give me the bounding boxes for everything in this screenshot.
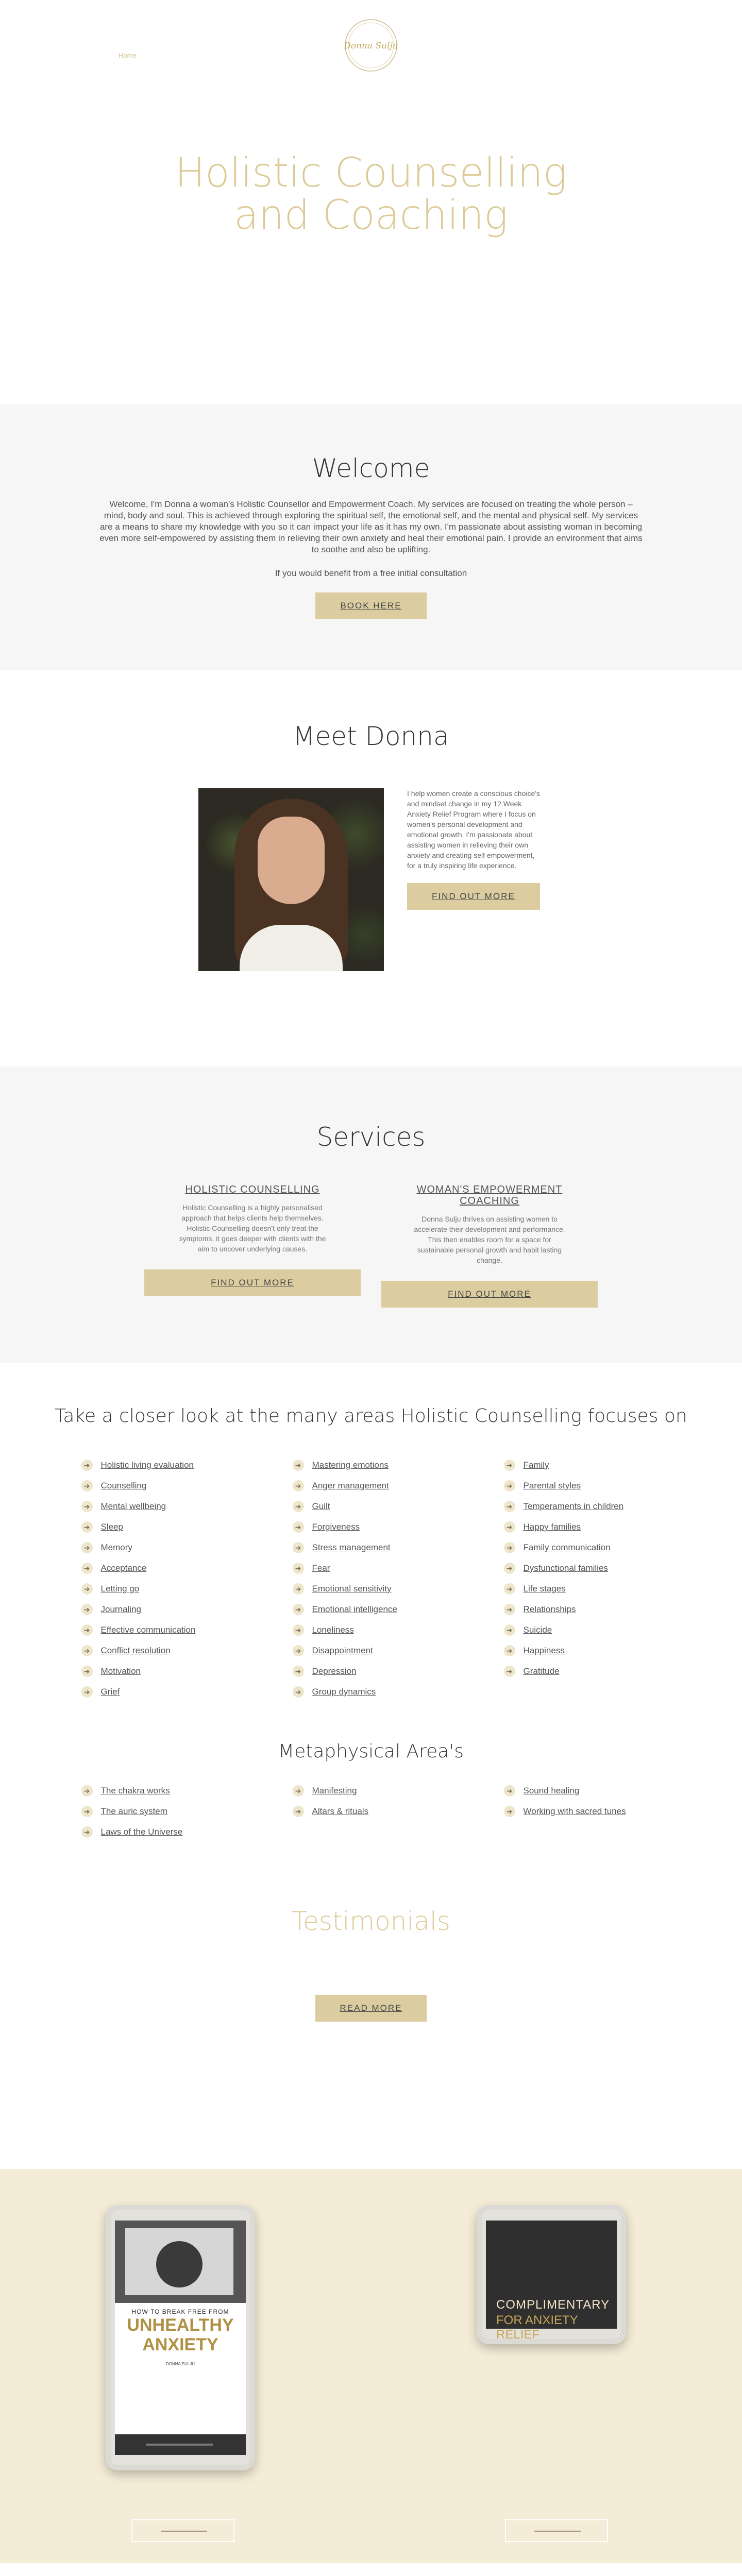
focus-area-item[interactable] xyxy=(293,1620,504,1640)
arrow-right-icon: ➜ xyxy=(81,1826,93,1838)
arrow-right-icon: ➜ xyxy=(293,1806,304,1817)
arrow-right-icon: ➜ xyxy=(504,1806,515,1817)
arrow-right-icon: ➜ xyxy=(81,1666,93,1677)
arrow-right-icon: ➜ xyxy=(81,1645,93,1656)
focus-area-item[interactable] xyxy=(293,1640,504,1661)
focus-area-item[interactable] xyxy=(504,1496,661,1517)
focus-area-link[interactable]: Suicide xyxy=(523,1625,552,1635)
service-title[interactable]: HOLISTIC COUNSELLING xyxy=(185,1184,320,1195)
focus-area-link[interactable]: Manifesting xyxy=(312,1786,357,1795)
ebook-line1: HOW TO BREAK FREE FROM xyxy=(131,2308,229,2315)
arrow-right-icon: ➜ xyxy=(81,1806,93,1817)
service-holistic-counselling xyxy=(144,1184,361,1308)
services-title: Services xyxy=(316,1122,426,1152)
focus-area-link[interactable]: The auric system xyxy=(100,1806,167,1816)
ebook2-line1: COMPLIMENTARY xyxy=(496,2298,610,2312)
focus-area-link[interactable]: Family communication xyxy=(523,1543,611,1552)
welcome-body: Welcome, I'm Donna a woman's Holistic Counsellor and Empowerment Coach. My services are focused on treating the whole person – mind, body and soul. This is achieved through exploring the spiritual self, the emotional self, and the mental and physical self. My services are a means to share my knowledge with you so it can impact your life as it has my own. I'm passionate about assisting woman in becoming even more self-empowered by assisting them in relieving their own anxiety and heal their emotional pain. I provide an environment that aims to soothe and also be uplifting. xyxy=(99,499,643,554)
focus-area-link[interactable]: Sound healing xyxy=(523,1786,580,1795)
service-womans-empowerment xyxy=(381,1184,598,1308)
focus-area-item[interactable] xyxy=(293,1781,504,1801)
nav-home-link[interactable]: Home xyxy=(119,52,137,59)
connect-section xyxy=(0,2563,742,2576)
hero-section xyxy=(0,0,742,404)
ebook-author: DONNA SULJU xyxy=(165,2362,195,2366)
arrow-right-icon: ➜ xyxy=(504,1645,515,1656)
ebook-anxiety-tablet[interactable] xyxy=(106,2205,255,2470)
focus-area-link[interactable]: Mastering emotions xyxy=(312,1460,389,1470)
focus-area-link[interactable]: Anger management xyxy=(312,1481,389,1490)
focus-area-link[interactable]: Effective communication xyxy=(100,1625,196,1635)
focus-area-item[interactable] xyxy=(81,1496,293,1517)
focus-area-item[interactable] xyxy=(293,1537,504,1558)
arrow-right-icon: ➜ xyxy=(504,1604,515,1615)
arrow-right-icon: ➜ xyxy=(504,1521,515,1533)
focus-area-link[interactable]: Working with sacred tunes xyxy=(523,1806,626,1816)
focus-area-item[interactable] xyxy=(81,1620,293,1640)
arrow-right-icon: ➜ xyxy=(504,1785,515,1797)
meet-find-out-more-button[interactable]: FIND OUT MORE xyxy=(407,883,540,910)
focus-area-item[interactable] xyxy=(504,1640,661,1661)
focus-area-link[interactable]: Group dynamics xyxy=(312,1687,376,1697)
focus-area-link[interactable]: Counselling xyxy=(100,1481,147,1490)
ebook2-line2: FOR ANXIETY RELIEF xyxy=(496,2313,578,2342)
focus-area-link[interactable]: The chakra works xyxy=(100,1786,170,1795)
arrow-right-icon: ➜ xyxy=(504,1666,515,1677)
focus-area-link[interactable]: Guilt xyxy=(312,1501,330,1511)
focus-area-link[interactable]: Conflict resolution xyxy=(100,1646,171,1655)
focus-area-item[interactable] xyxy=(504,1579,661,1599)
ebook-complimentary-tablet[interactable] xyxy=(477,2205,626,2344)
focus-area-link[interactable]: Happiness xyxy=(523,1646,565,1655)
focus-area-item[interactable] xyxy=(81,1517,293,1537)
arrow-right-icon: ➜ xyxy=(504,1624,515,1636)
focus-area-item[interactable] xyxy=(293,1801,504,1822)
focus-area-link[interactable]: Laws of the Universe xyxy=(100,1827,183,1837)
focus-area-item[interactable] xyxy=(504,1558,661,1579)
focus-area-link[interactable]: Altars & rituals xyxy=(312,1806,369,1816)
focus-area-item[interactable] xyxy=(504,1517,661,1537)
arrow-right-icon: ➜ xyxy=(81,1604,93,1615)
focus-area-item[interactable] xyxy=(504,1599,661,1620)
arrow-right-icon: ➜ xyxy=(293,1624,304,1636)
donna-photo xyxy=(198,788,384,971)
focus-area-item[interactable] xyxy=(81,1640,293,1661)
svg-text:Donna Sulju: Donna Sulju xyxy=(344,41,398,51)
focus-area-item[interactable] xyxy=(504,1455,661,1476)
ebook2-button[interactable] xyxy=(505,2519,608,2542)
arrow-right-icon: ➜ xyxy=(293,1521,304,1533)
arrow-right-icon: ➜ xyxy=(504,1563,515,1574)
read-more-button[interactable]: READ MORE xyxy=(315,1995,427,2022)
arrow-right-icon: ➜ xyxy=(293,1501,304,1512)
focus-area-item[interactable] xyxy=(81,1661,293,1682)
focus-area-item[interactable] xyxy=(81,1599,293,1620)
arrow-right-icon: ➜ xyxy=(293,1460,304,1471)
metaphysical-title: Metaphysical Area's xyxy=(278,1741,464,1762)
hero-title: Holistic Counselling and Coaching xyxy=(175,150,567,239)
focus-area-link[interactable]: Temperaments in children xyxy=(523,1501,624,1511)
arrow-right-icon: ➜ xyxy=(81,1480,93,1492)
testimonials-section xyxy=(0,1896,742,2169)
focus-area-link[interactable]: Disappointment xyxy=(312,1646,373,1655)
service-body: Donna Sulju thrives on assisting women to accelerate their development and performance. This then enables room for a space for sustainable personal growth and habit lasting change. xyxy=(414,1215,565,1264)
arrow-right-icon: ➜ xyxy=(81,1542,93,1553)
areas-section xyxy=(0,1363,742,1896)
arrow-right-icon: ➜ xyxy=(293,1604,304,1615)
focus-area-item[interactable] xyxy=(293,1455,504,1476)
focus-area-item[interactable] xyxy=(293,1661,504,1682)
focus-area-link[interactable]: Relationships xyxy=(523,1604,576,1614)
ebook1-button[interactable] xyxy=(131,2519,234,2542)
arrow-right-icon: ➜ xyxy=(293,1480,304,1492)
focus-area-item[interactable] xyxy=(504,1620,661,1640)
service-find-out-more-button[interactable]: FIND OUT MORE xyxy=(381,1281,598,1308)
arrow-right-icon: ➜ xyxy=(504,1480,515,1492)
focus-area-item[interactable] xyxy=(293,1579,504,1599)
arrow-right-icon: ➜ xyxy=(81,1460,93,1471)
focus-area-item[interactable] xyxy=(81,1801,293,1822)
focus-area-item[interactable] xyxy=(81,1822,293,1842)
welcome-title: Welcome xyxy=(312,453,430,483)
focus-area-item[interactable] xyxy=(81,1682,293,1702)
focus-area-link[interactable]: Acceptance xyxy=(100,1563,147,1573)
focus-area-link[interactable]: Life stages xyxy=(523,1584,566,1594)
focus-area-item[interactable] xyxy=(504,1781,661,1801)
arrow-right-icon: ➜ xyxy=(81,1501,93,1512)
focus-area-link[interactable]: Letting go xyxy=(100,1584,140,1594)
focus-area-link[interactable]: Grief xyxy=(100,1687,120,1697)
arrow-right-icon: ➜ xyxy=(293,1542,304,1553)
focus-area-link[interactable]: Depression xyxy=(312,1666,357,1676)
metaphysical-grid xyxy=(81,1781,661,1842)
meet-title: Meet Donna xyxy=(293,721,449,751)
focus-area-link[interactable]: Motivation xyxy=(100,1666,141,1676)
services-section xyxy=(0,1066,742,1363)
focus-area-item[interactable] xyxy=(81,1455,293,1476)
focus-area-item[interactable] xyxy=(293,1599,504,1620)
welcome-section xyxy=(0,404,742,670)
focus-area-item[interactable] xyxy=(293,1682,504,1702)
focus-area-link[interactable]: Dysfunctional families xyxy=(523,1563,608,1573)
focus-area-item[interactable] xyxy=(81,1476,293,1496)
arrow-right-icon: ➜ xyxy=(504,1542,515,1553)
service-title[interactable]: WOMAN'S EMPOWERMENT COACHING xyxy=(416,1184,563,1207)
focus-area-item[interactable] xyxy=(81,1781,293,1801)
focus-area-link[interactable]: Emotional sensitivity xyxy=(312,1584,392,1594)
arrow-right-icon: ➜ xyxy=(504,1583,515,1595)
focus-area-link[interactable]: Mental wellbeing xyxy=(100,1501,166,1511)
focus-area-item[interactable] xyxy=(504,1801,661,1822)
focus-area-item[interactable] xyxy=(81,1537,293,1558)
arrow-right-icon: ➜ xyxy=(293,1666,304,1677)
meet-section xyxy=(0,670,742,1066)
arrow-right-icon: ➜ xyxy=(293,1563,304,1574)
focus-area-link[interactable]: Forgiveness xyxy=(312,1522,360,1532)
focus-area-item[interactable] xyxy=(293,1517,504,1537)
focus-area-link[interactable]: Stress management xyxy=(312,1543,391,1552)
arrow-right-icon: ➜ xyxy=(81,1583,93,1595)
arrow-right-icon: ➜ xyxy=(504,1460,515,1471)
focus-area-link[interactable]: Loneliness xyxy=(312,1625,354,1635)
service-body: Holistic Counselling is a highly personalised approach that helps clients help themselves. Holistic Counselling doesn't only treat the symptoms, it goes deeper with clients with the aim to uncover underlying causes. xyxy=(179,1204,326,1253)
focus-area-link[interactable]: Gratitude xyxy=(523,1666,560,1676)
ebooks-section xyxy=(0,2169,742,2563)
focus-area-item[interactable] xyxy=(81,1558,293,1579)
arrow-right-icon: ➜ xyxy=(81,1563,93,1574)
focus-area-link[interactable]: Journaling xyxy=(100,1604,141,1614)
ebook-line2: UNHEALTHY xyxy=(127,2315,234,2335)
service-find-out-more-button[interactable]: FIND OUT MORE xyxy=(144,1269,361,1296)
focus-area-link[interactable]: Sleep xyxy=(100,1522,123,1532)
arrow-right-icon: ➜ xyxy=(293,1785,304,1797)
arrow-right-icon: ➜ xyxy=(81,1521,93,1533)
book-here-button[interactable]: BOOK HERE xyxy=(315,592,426,619)
areas-title: Take a closer look at the many areas Holistic Counselling focuses on xyxy=(55,1405,687,1427)
focus-area-item[interactable] xyxy=(293,1496,504,1517)
arrow-right-icon: ➜ xyxy=(81,1785,93,1797)
arrow-right-icon: ➜ xyxy=(293,1686,304,1698)
focus-area-item[interactable] xyxy=(504,1661,661,1682)
ebook-line3: ANXIETY xyxy=(142,2335,218,2354)
focus-area-item[interactable] xyxy=(504,1476,661,1496)
arrow-right-icon: ➜ xyxy=(81,1624,93,1636)
focus-area-item[interactable] xyxy=(81,1579,293,1599)
focus-area-item[interactable] xyxy=(504,1537,661,1558)
focus-area-link[interactable]: Holistic living evaluation xyxy=(100,1460,194,1470)
focus-area-item[interactable] xyxy=(293,1558,504,1579)
arrow-right-icon: ➜ xyxy=(293,1583,304,1595)
focus-area-link[interactable]: Happy families xyxy=(523,1522,581,1532)
arrow-right-icon: ➜ xyxy=(81,1686,93,1698)
focus-area-link[interactable]: Family xyxy=(523,1460,549,1470)
testimonials-title: Testimonials xyxy=(292,1906,450,1936)
focus-area-link[interactable]: Memory xyxy=(100,1543,132,1552)
site-logo[interactable] xyxy=(340,14,402,76)
welcome-note: If you would benefit from a free initial consultation xyxy=(275,568,467,578)
areas-grid xyxy=(81,1455,661,1702)
arrow-right-icon: ➜ xyxy=(504,1501,515,1512)
meet-body: I help women create a conscious choice's and mindset change in my 12 Week Anxiety Relief Program where I focus on women's personal development and emotional growth. I'm passionate about assisting women in relieving their own anxiety and creating self empowerment, for a truly inspiring life experience. xyxy=(407,789,540,870)
focus-area-link[interactable]: Emotional intelligence xyxy=(312,1604,397,1614)
arrow-right-icon: ➜ xyxy=(293,1645,304,1656)
focus-area-link[interactable]: Parental styles xyxy=(523,1481,581,1490)
focus-area-link[interactable]: Fear xyxy=(312,1563,330,1573)
focus-area-item[interactable] xyxy=(293,1476,504,1496)
